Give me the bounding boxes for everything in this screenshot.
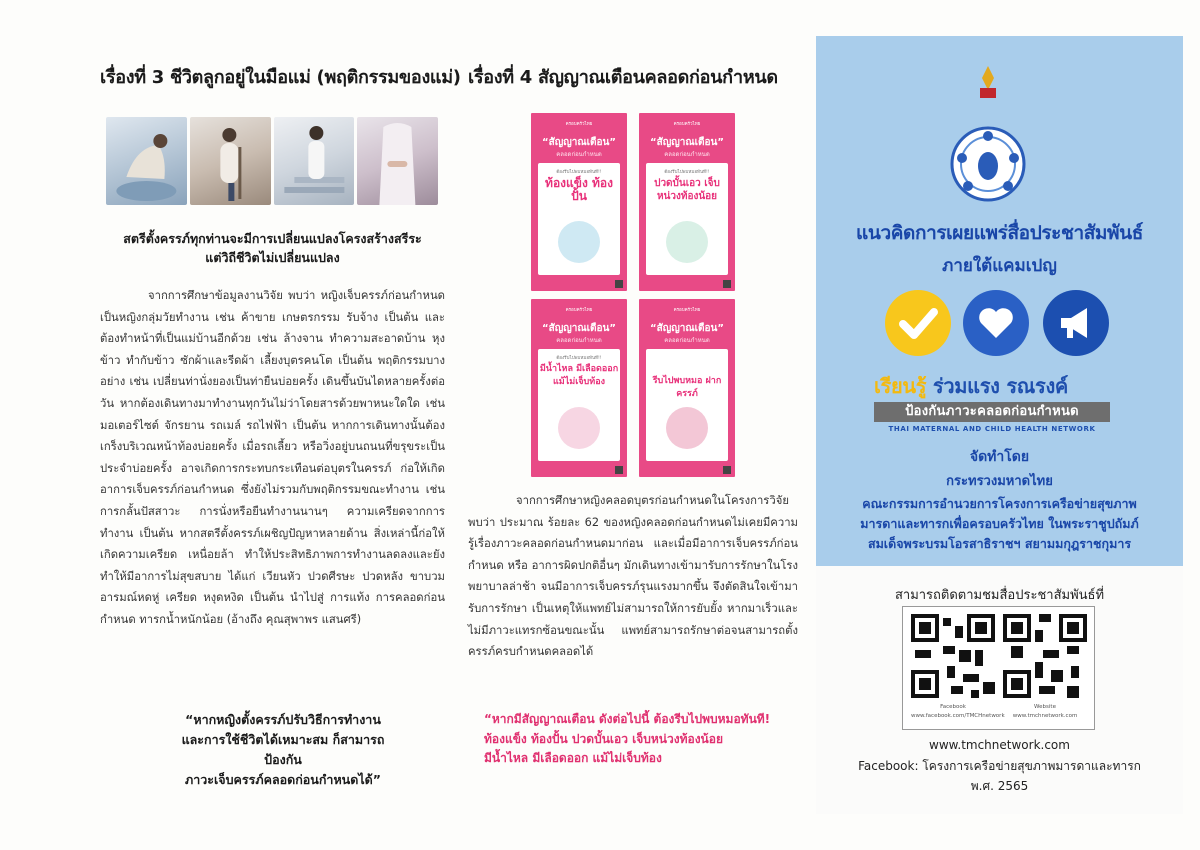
woman-stairs-illustration <box>274 117 355 205</box>
megaphone-badge-icon <box>1043 290 1109 356</box>
story-4-body: จากการศึกษาหญิงคลอดบุตรก่อนกำหนดในโครงการวิจัย พบว่า ประมาณ ร้อยละ 62 ของหญิงคลอดก่อนกำหนดไม่เคยมีความรู้เรื่องภาวะคลอดก่อนกำหนดมาก่อน และเมื่อมีอาการเจ็บครรภ์ก่อนกำหนด หรือ อาการผิดปกติอื่นๆ มักเดินทางเข้ามารับการรักษาในโรงพยาบาลล่าช้า จนมีอาการเจ็บครรภ์รุนแรงมากขึ้น จึงตัดสินใจเข้ามารับการรักษา เป็นเหตุให้แพทย์ไม่สามารถให้การยับยั้ง หากมาเร็วและไม่มีภาวะแทรกซ้อนขณะนั้น แพทย์สามารถรักษาต่อจนสามารถตั้งครรภ์ครบกำหนดคลอดได้ <box>468 494 798 659</box>
campaign-subtitle: ภายใต้แคมเปญ <box>942 256 1057 276</box>
photo-cleaning <box>190 117 271 205</box>
poster-back-pain: ครอบครัวไทย “สัญญาณเตือน” คลอดก่อนกำหนด ต้องรีบไปพบหมอทันที!! ปวดบั้นเอว เจ็บหน่วงท้องน้อย <box>639 113 735 291</box>
photo-washing <box>106 117 187 205</box>
facebook-qr-code[interactable] <box>911 614 995 698</box>
campaign-title: แนวคิดการเผยแพร่สื่อประชาสัมพันธ์ <box>856 222 1143 244</box>
network-english-name: THAI MATERNAL AND CHILD HEALTH NETWORK <box>888 425 1096 433</box>
follow-label: สามารถติดตามชมสื่อประชาสัมพันธ์ที่ <box>894 588 1105 603</box>
section-title-story-3: เรื่องที่ 3 ชีวิตลูกอยู่ในมือแม่ (พฤติกรรมของแม่) <box>100 67 461 88</box>
pregnant-woman-icon <box>666 221 708 263</box>
poster-hard-belly: ครอบครัวไทย “สัญญาณเตือน” คลอดก่อนกำหนด ต้องรีบไปพบหมอทันที!! ท้องแข็ง ท้องปั้น <box>531 113 627 291</box>
story-4-quote: “หากมีสัญญาณเตือน ดังต่อไปนี้ ต้องรีบไปพบหมอทันที! ท้องแข็ง ท้องปั้น ปวดบั้นเอว เจ็บหน่วงท้องน้อย มีน้ำไหล มีเลือดออก แม้ไม่เจ็บท้อง <box>484 712 771 765</box>
lead-statement: สตรีตั้งครรภ์ทุกท่านจะมีการเปลี่ยนแปลงโครงสร้างสรีระ แต่วิถีชีวิตไม่เปลี่ยนแปลง <box>123 231 422 265</box>
section-title-story-4: เรื่องที่ 4 สัญญาณเตือนคลอดก่อนกำหนด <box>468 67 778 88</box>
photo-climbing <box>274 117 355 205</box>
website-qr-caption: Website www.tmchnetwork.com <box>1012 704 1078 719</box>
photo-strip <box>106 117 438 205</box>
story-3-body: จากการศึกษาข้อมูลงานวิจัย พบว่า หญิงเจ็บครรภ์ก่อนกำหนดเป็นหญิงกลุ่มวัยทำงาน เช่น ค้าขาย เกษตรกรรม รับจ้าง เป็นต้น และต้องทำหน้าที่เป็นแม่บ้านอีกด้วย เช่น ล้างจาน ทำความสะอาดบ้าน หุงข้าว ทำกับข้าว ซักผ้าและรีดผ้า เลี้ยงบุตรคนโต เป็นต้น พฤติกรรมบางอย่าง เช่น เปลี่ยนท่านั่งยองเป็นท่ายืนบ่อยครั้ง เดินขึ้นบันไดหลายครั้งต่อวัน หากต้องเดินทางมาทำงานทุกวันไม่ว่าโดยสารด้วยพาหนะใดใด เช่น มอเตอร์ไซต์ จักรยาน รถเมล์ รถไฟฟ้า เป็นต้น หากการเดินทางนั้นต้องเกร็งบริเวณหน้าท้องบ่อยครั้ง เมื่อรถเลี้ยว หรือวิ่งอยู่บนถนนที่ขรุขระเป็นประจำบ่อยครั้ง อาจเกิดการกระทบกระเทือนต่อบุตรในครรภ์ ก่อให้เกิดอาการเจ็บครรภ์ก่อนกำหนด ซึ่งยังไม่รวมกับพฤติกรรมขณะทำงาน เช่น การกลั้นปัสสาวะ การนั่งหรือยืนทำงานนานๆ ความเครียดจากการทำงาน เป็นต้น หากสตรีตั้งครรภ์เผชิญปัญหาหลายด้าน สิ่งเหล่านี้ก่อให้เกิดความเครียด เหนื่อยล้า ทำให้ประสิทธิภาพการทำงานลดลงและยังทำให้มีอาการไม่สุขสบาย ได้แก่ เวียนหัว ปวดศีรษะ ปวดหลัง ขาบวม อารมณ์หดหู่ เครียด หงุดหงิด เป็นต้น นำไปสู่ การแท้ง การคลอดก่อนกำหนด ทารกน้ำหนักน้อย (อ้างถึง คุณสุพาพร แสนศรี) <box>100 289 445 626</box>
belly-icon <box>558 221 600 263</box>
website-qr-code[interactable] <box>1003 614 1087 698</box>
middle-panel <box>468 62 798 91</box>
slogan-bar: ป้องกันภาวะคลอดก่อนกำหนด <box>874 402 1110 422</box>
facebook-link[interactable]: Facebook: โครงการเครือข่ายสุขภาพมารดาและทารก <box>858 759 1141 773</box>
campaign-slogan: เรียนรู้ ร่วมแรง รณรงค์ <box>874 374 1069 398</box>
poster-bleeding: ครอบครัวไทย “สัญญาณเตือน” คลอดก่อนกำหนด ต้องรีบไปพบหมอทันที!! มีน้ำไหล มีเลือดออก แม้ไม่เจ็บท้อง <box>531 299 627 477</box>
committee-name: คณะกรรมการอำนวยการโครงการเครือข่ายสุขภาพ มารดาและทารกเพื่อครอบครัวไทย ในพระราชูปถัมภ์ สมเด็จพระบรมโอรสาธิราชฯ สยามมกุฎราชกุมาร <box>860 496 1139 551</box>
publication-year: พ.ศ. 2565 <box>970 779 1029 793</box>
qr-code-icon <box>615 466 623 474</box>
ministry-name: กระทรวงมหาดไทย <box>946 474 1053 489</box>
woman-mopping-illustration <box>190 117 271 205</box>
story-3-quote: “หากหญิงตั้งครรภ์ปรับวิธีการทำงาน และการใช้ชีวิตได้เหมาะสม ก็สามารถป้องกัน ภาวะเจ็บครรภ์คลอดก่อนกำหนดได้” <box>181 712 385 787</box>
left-panel <box>100 62 461 631</box>
heart-badge-icon <box>963 290 1029 356</box>
qr-code-icon <box>723 466 731 474</box>
hospital-icon <box>666 407 708 449</box>
droplet-icon <box>558 407 600 449</box>
produced-by-label: จัดทำโดย <box>969 449 1030 465</box>
photo-back-pain <box>357 117 438 205</box>
qr-code-icon <box>723 280 731 288</box>
qr-code-box <box>902 606 1095 730</box>
woman-back-pain-illustration <box>357 117 438 205</box>
facebook-qr-caption: Facebook www.facebook.com/TMCHnetwork <box>911 704 1005 719</box>
poster-see-doctor: ครอบครัวไทย “สัญญาณเตือน” คลอดก่อนกำหนด รีบไปพบหมอ ฝากครรภ์ <box>639 299 735 477</box>
website-link[interactable]: www.tmchnetwork.com <box>929 738 1070 752</box>
check-badge-icon <box>885 290 951 356</box>
qr-code-icon <box>615 280 623 288</box>
network-emblem-logo <box>950 64 1026 210</box>
woman-bending-illustration <box>106 117 187 205</box>
